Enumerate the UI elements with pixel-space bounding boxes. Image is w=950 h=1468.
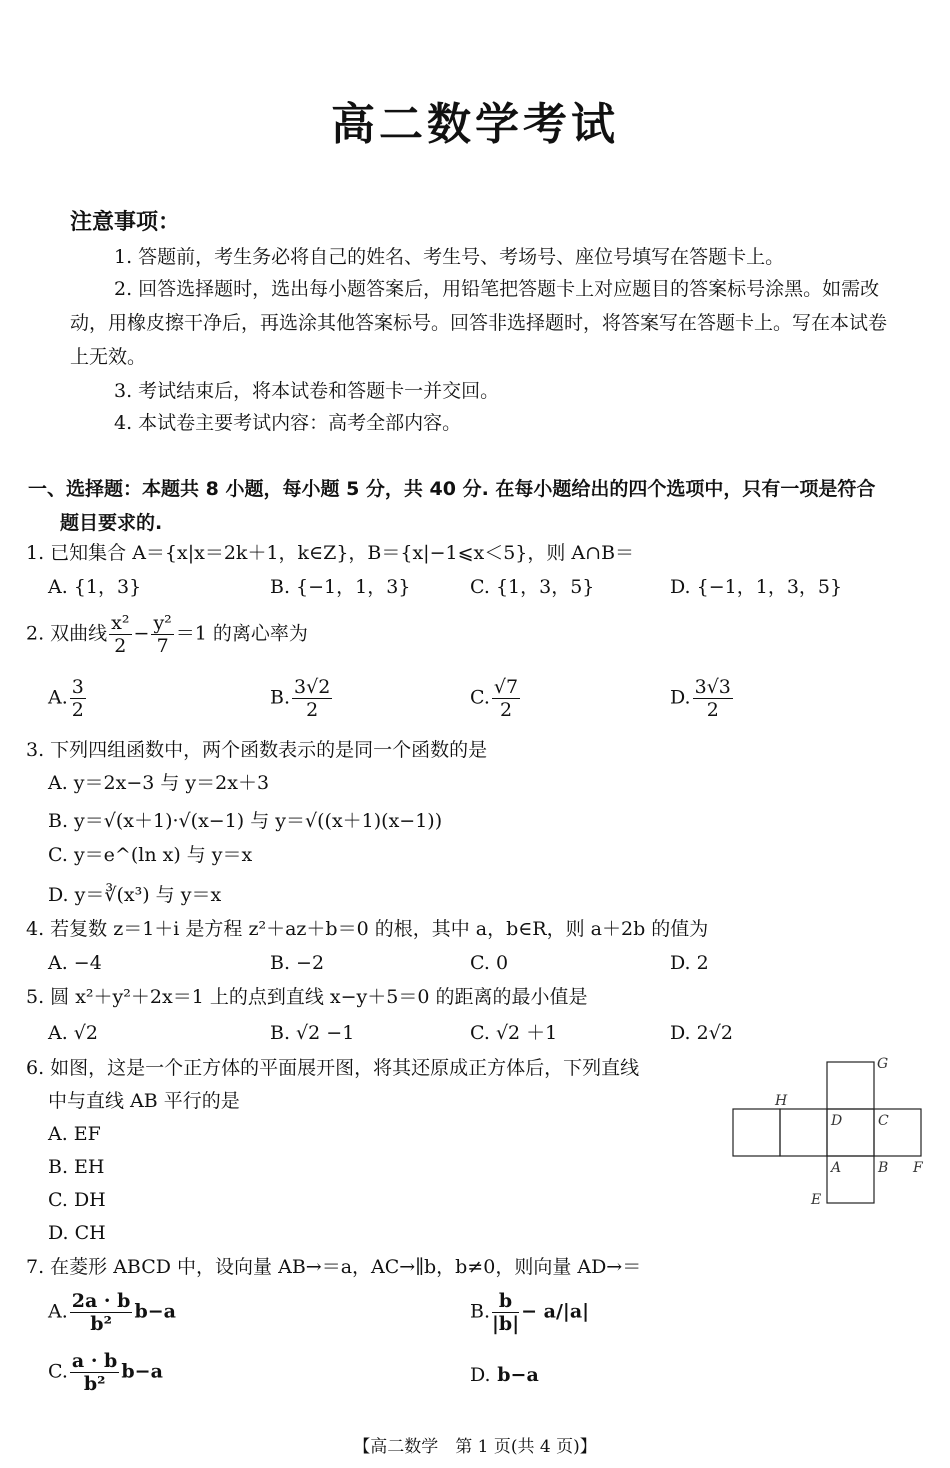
q2-fraction-y — [151, 612, 173, 657]
q7-b-den: |b| — [492, 1313, 520, 1335]
net-square-top — [827, 1062, 874, 1109]
q2-d-label: D. — [670, 686, 691, 709]
q7-b-tail: − a/|a| — [521, 1300, 590, 1323]
page-footer: 【高二数学 第 1 页(共 4 页)】 — [353, 1437, 597, 1457]
q4-option-d: D. 2 — [670, 952, 709, 974]
question-1-stem: 1. 已知集合 A＝{x|x＝2k＋1，k∈Z}，B＝{x|−1⩽x＜5}，则 A∩B＝ — [26, 542, 635, 564]
notice-item-3: 3. 考试结束后，将本试卷和答题卡一并交回。 — [114, 380, 500, 402]
q7-a-frac — [70, 1290, 133, 1335]
question-7-stem: 7. 在菱形 ABCD 中，设向量 AB→＝a，AC→∥b，b≠0，则向量 AD→＝ — [26, 1256, 642, 1278]
q2-c-num: √7 — [493, 676, 519, 698]
q5-option-b: B. √2 −1 — [270, 1022, 355, 1044]
q2-stem-post: ＝1 的离心率为 — [175, 622, 308, 645]
q7-option-a — [48, 1290, 176, 1335]
label-a: A — [831, 1160, 842, 1176]
notice-heading: 注意事项： — [70, 210, 181, 235]
notice-item-1: 1. 答题前，考生务必将自己的姓名、考生号、考场号、座位号填写在答题卡上。 — [114, 246, 785, 268]
q2-frac2-num: y² — [153, 612, 172, 634]
q2-d-den: 2 — [706, 699, 719, 721]
section-heading — [28, 472, 928, 540]
label-e: E — [811, 1192, 822, 1208]
q7-d-label: D. — [470, 1364, 491, 1386]
cube-net-figure — [725, 1050, 935, 1210]
q3-option-b: B. y＝√(x＋1)·√(x−1) 与 y＝√((x＋1)(x−1)) — [48, 810, 443, 832]
q7-a-tail: b−a — [134, 1300, 176, 1323]
q1-option-d: D. {−1，1，3，5} — [670, 576, 843, 598]
q2-fraction-x — [109, 612, 131, 657]
q4-option-a: A. −4 — [48, 952, 102, 974]
question-4-stem: 4. 若复数 z＝1＋i 是方程 z²＋az＋b＝0 的根，其中 a，b∈R，则 a＋2b 的值为 — [26, 918, 709, 940]
notice-item-4: 4. 本试卷主要考试内容：高考全部内容。 — [114, 412, 462, 434]
q7-option-b — [470, 1290, 589, 1335]
q1-option-c: C. {1，3，5} — [470, 576, 595, 598]
q2-option-d — [670, 676, 735, 721]
q2-a-frac — [70, 676, 86, 721]
section-heading-line2: 题目要求的. — [60, 512, 163, 534]
q1-option-a: A. {1，3} — [48, 576, 142, 598]
net-square-1 — [733, 1109, 780, 1156]
label-b: B — [878, 1160, 889, 1176]
q6-option-d: D. CH — [48, 1222, 106, 1244]
q3-option-a: A. y＝2x−3 与 y＝2x＋3 — [48, 772, 270, 794]
q7-a-label: A. — [48, 1300, 68, 1323]
q7-d-tail: b−a — [497, 1364, 539, 1386]
q4-option-b: B. −2 — [270, 952, 325, 974]
q7-c-den: b² — [83, 1373, 106, 1395]
q5-option-c: C. √2 ＋1 — [470, 1022, 558, 1044]
q2-frac2-den: 7 — [156, 635, 169, 657]
q2-b-den: 2 — [306, 699, 319, 721]
q7-a-den: b² — [90, 1313, 112, 1335]
q7-c-label: C. — [48, 1360, 68, 1383]
q5-option-d: D. 2√2 — [670, 1022, 733, 1044]
q7-b-num: b — [492, 1290, 519, 1313]
q2-a-den: 2 — [71, 699, 84, 721]
label-f: F — [913, 1160, 923, 1176]
q2-minus: − — [133, 622, 150, 645]
question-6-stem-line2: 中与直线 AB 平行的是 — [48, 1090, 240, 1112]
q2-a-num: 3 — [71, 676, 84, 698]
q7-c-num: a · b — [71, 1350, 118, 1372]
question-5-stem: 5. 圆 x²＋y²＋2x＝1 上的点到直线 x−y＋5＝0 的距离的最小值是 — [26, 986, 588, 1008]
q7-option-c — [48, 1350, 163, 1395]
q7-c-tail: b−a — [121, 1360, 163, 1383]
q2-option-a — [48, 676, 88, 721]
q2-frac1-num: x² — [111, 612, 130, 634]
label-g: G — [877, 1056, 889, 1072]
label-c: C — [878, 1113, 889, 1129]
question-6-stem-line1: 6. 如图，这是一个正方体的平面展开图，将其还原成正方体后，下列直线 — [26, 1057, 640, 1079]
q6-option-a: A. EF — [48, 1123, 101, 1145]
q2-a-label: A. — [48, 686, 68, 709]
q3-option-c: C. y＝e^(ln x) 与 y＝x — [48, 844, 253, 866]
q7-option-d — [470, 1360, 539, 1390]
q5-option-a: A. √2 — [48, 1022, 98, 1044]
q2-c-label: C. — [470, 686, 490, 709]
q7-b-label: B. — [470, 1300, 491, 1323]
page-title: 高二数学考试 — [331, 99, 619, 150]
q2-d-frac — [693, 676, 733, 721]
q1-option-b: B. {−1，1，3} — [270, 576, 411, 598]
q2-c-frac — [492, 676, 520, 721]
q3-option-d: D. y＝∛(x³) 与 y＝x — [48, 884, 222, 906]
q6-option-b: B. EH — [48, 1156, 105, 1178]
q2-d-num: 3√3 — [694, 676, 731, 698]
q2-option-c — [470, 676, 522, 721]
q4-option-c: C. 0 — [470, 952, 509, 974]
question-2-stem — [26, 612, 308, 657]
q2-b-frac — [292, 676, 332, 721]
q6-option-c: C. DH — [48, 1189, 106, 1211]
q7-a-num: 2a · b — [71, 1290, 131, 1312]
q2-b-num: 3√2 — [294, 676, 331, 698]
q2-b-label: B. — [270, 686, 291, 709]
q2-frac1-den: 2 — [114, 635, 127, 657]
q2-stem-pre: 2. 双曲线 — [26, 622, 108, 645]
question-3-stem: 3. 下列四组函数中，两个函数表示的是同一个函数的是 — [26, 739, 488, 761]
section-heading-line1: 一、选择题：本题共 8 小题，每小题 5 分，共 40 分. 在每小题给出的四个选项中，只有一项是符合 — [28, 478, 876, 500]
q2-c-den: 2 — [499, 699, 513, 721]
q7-b-frac — [492, 1290, 519, 1335]
label-d: D — [831, 1113, 843, 1129]
label-h: H — [775, 1093, 788, 1109]
q7-c-frac — [70, 1350, 119, 1395]
notice-item-2: 2. 回答选择题时，选出每小题答案后，用铅笔把答题卡上对应题目的答案标号涂黑。如需改动，用橡皮擦干净后，再选涂其他答案标号。回答非选择题时，将答案写在答题卡上。写在本试卷上无效。 — [70, 278, 888, 368]
q2-option-b — [270, 676, 334, 721]
net-square-2 — [780, 1109, 827, 1156]
